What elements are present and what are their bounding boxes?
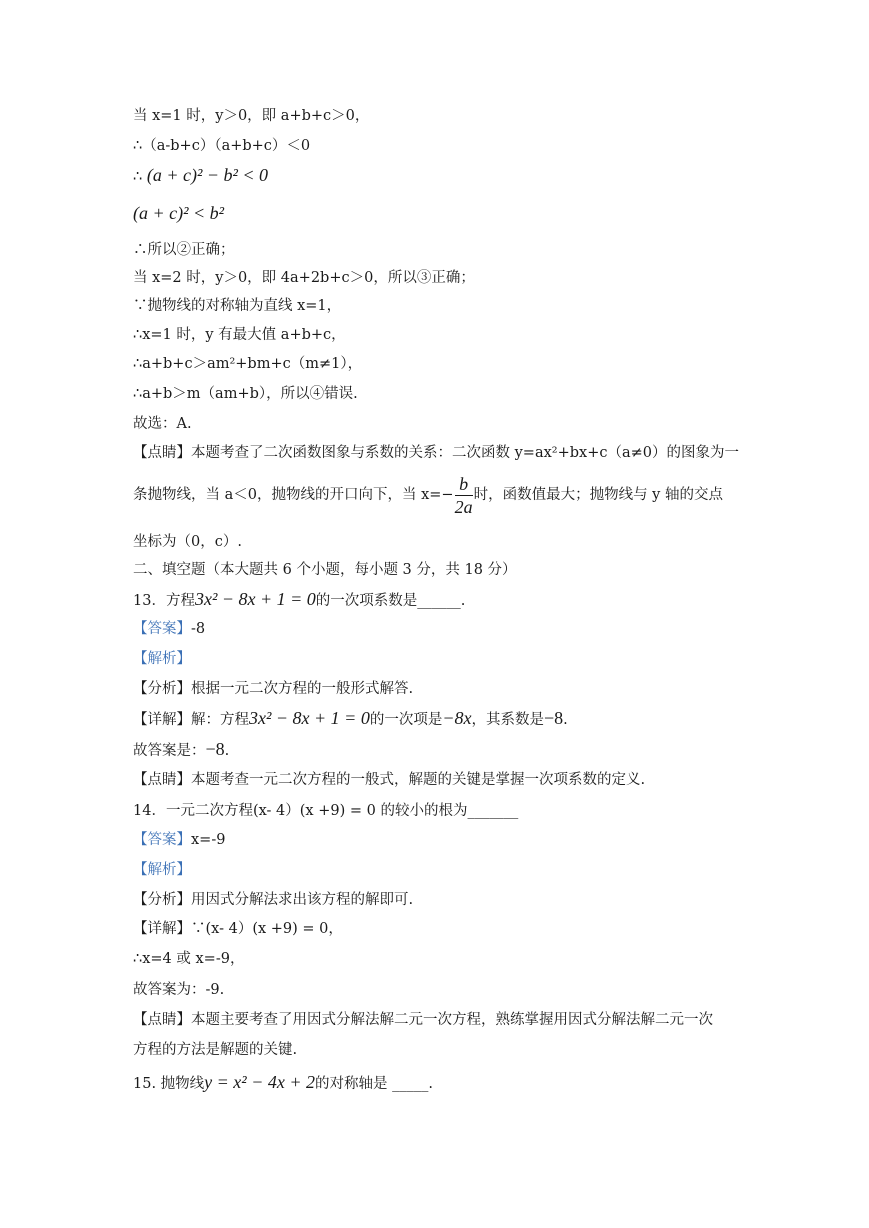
analysis-13: 【分析】根据一元二次方程的一般形式解答. xyxy=(133,681,414,697)
result-13: 故答案是：−8. xyxy=(133,739,230,759)
note-14-line-1: 【点睛】本题主要考查了用因式分解法解二元一次方程，熟练掌握用因式分解法解二元一次 xyxy=(133,1012,713,1028)
answer-14: 【答案】x=-9 xyxy=(133,832,226,848)
line-2: ∴（a-b+c）（a+b+c）＜0 xyxy=(133,138,311,154)
line-13: 条抛物线，当 a＜0，抛物线的开口向下，当 x=− $\frac{b}{2a}$ 时，函数值最大；抛物线与 y 轴的交点 xyxy=(133,473,723,517)
line-7: ∵抛物线的对称轴为直线 x=1， xyxy=(133,298,342,314)
line-8: ∴x=1 时，y 有最大值 a+b+c， xyxy=(133,327,346,343)
question-14: 14．一元二次方程(x- 4）(x +9) = 0 的较小的根为_______ xyxy=(133,803,519,819)
line-14: 坐标为（0，c）. xyxy=(133,534,242,550)
line-6: 当 x=2 时，y＞0，即 4a+2b+c＞0，所以③正确； xyxy=(133,270,475,286)
note-13: 【点睛】本题考查一元二次方程的一般式，解题的关键是掌握一次项系数的定义. xyxy=(133,772,646,788)
line-12: 【点睛】本题考查了二次函数图象与系数的关系：二次函数 y=ax²+bx+c（a≠0）的图象为一 xyxy=(133,445,739,461)
detail-13: 【详解】解：方程3x² − 8x + 1 = 0的一次项是−8x，其系数是−8. xyxy=(133,708,568,728)
note-14-line-2: 方程的方法是解题的关键. xyxy=(133,1042,298,1058)
fraction-b-over-2a: $\frac{b}{2a}$ xyxy=(454,473,473,517)
analysis-14: 【分析】用因式分解法求出该方程的解即可. xyxy=(133,892,414,908)
therefore-symbol: ∴ xyxy=(133,169,143,185)
inequality-1: (a + c)² − b² < 0 xyxy=(146,165,269,185)
line-3 xyxy=(133,165,268,187)
line-11: 故选：A. xyxy=(133,416,192,432)
roots-14: ∴x=4 或 x=-9， xyxy=(133,951,245,967)
inequality-2: (a + c)² < b² xyxy=(133,203,225,223)
result-14: 故答案为：-9. xyxy=(133,982,225,998)
section-heading: 二、填空题（本大题共 6 个小题，每小题 3 分，共 18 分） xyxy=(133,562,517,578)
answer-13: 【答案】-8 xyxy=(133,621,206,637)
line-5: ∴所以②正确； xyxy=(133,242,235,258)
detail-14: 【详解】∵(x- 4）(x +9) = 0， xyxy=(133,921,343,937)
line-10: ∴a+b＞m（am+b），所以④错误. xyxy=(133,386,358,402)
question-15: 15. 抛物线y = x² − 4x + 2的对称轴是 _____. xyxy=(133,1072,433,1092)
line-1: 当 x=1 时，y＞0，即 a+b+c＞0， xyxy=(133,108,370,124)
line-4 xyxy=(133,203,224,225)
analysis-tag-13: 【解析】 xyxy=(133,651,191,667)
question-13: 13．方程3x² − 8x + 1 = 0的一次项系数是______. xyxy=(133,589,466,609)
line-9: ∴a+b+c＞am²+bm+c（m≠1）， xyxy=(133,356,363,372)
analysis-tag-14: 【解析】 xyxy=(133,862,191,878)
